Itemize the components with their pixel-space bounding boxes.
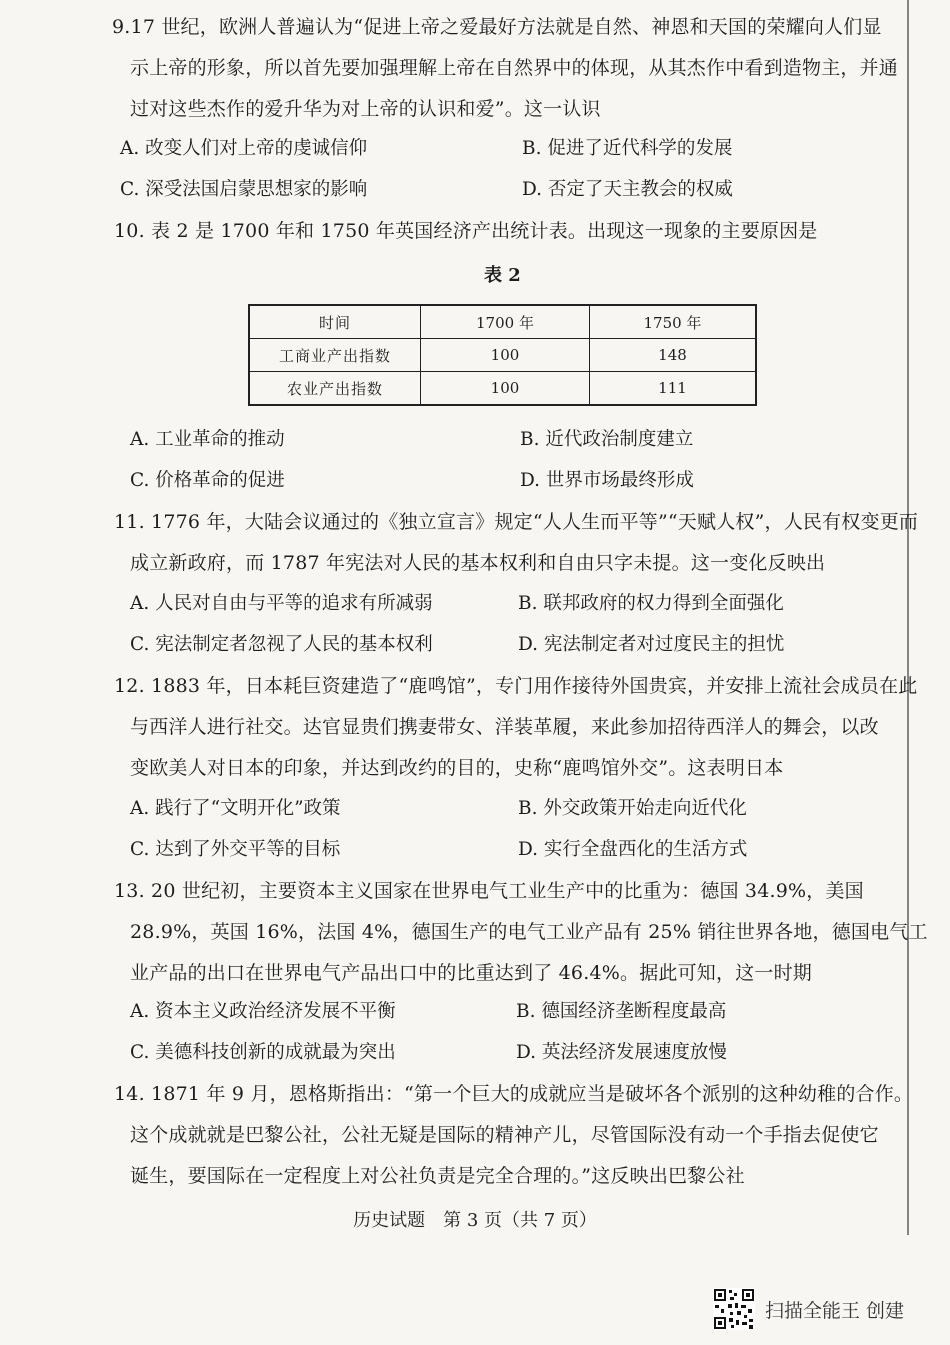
table-cell: 农业产出指数 [249,372,421,406]
scanner-watermark: 扫描全能王 创建 [765,1300,905,1322]
q10-option-a: A. 工业革命的推动 [130,429,285,450]
q10-option-c: C. 价格革命的促进 [130,470,285,491]
table-cell: 100 [421,339,590,372]
q13-line-2: 28.9%，英国 16%，法国 4%，德国生产的电气工业产品有 25% 销往世界各地，德国电气工 [130,921,928,943]
q11-option-a: A. 人民对自由与平等的追求有所减弱 [130,593,433,614]
q12-option-c: C. 达到了外交平等的目标 [130,839,341,860]
q9-option-c: C. 深受法国启蒙思想家的影响 [120,179,368,200]
table-2 [248,304,757,406]
q12-line-1: 12. 1883 年，日本耗巨资建造了“鹿鸣馆”，专门用作接待外国贵宾，并安排上流社会成员在此 [114,675,918,697]
q13-line-3: 业产品的出口在世界电气产品出口中的比重达到了 46.4%。据此可知，这一时期 [130,962,812,984]
table-row [249,372,756,406]
q11-line-2: 成立新政府，而 1787 年宪法对人民的基本权利和自由只字未提。这一变化反映出 [130,552,826,574]
q12-line-2: 与西洋人进行社交。达官显贵们携妻带女、洋装革履，来此参加招待西洋人的舞会，以改 [130,716,879,738]
q9-line-2: 示上帝的形象，所以首先要加强理解上帝在自然界中的体现，从其杰作中看到造物主，并通 [130,57,899,79]
q9-line-1: 9.17 世纪，欧洲人普遍认为“促进上帝之爱最好方法就是自然、神恩和天国的荣耀向人们显 [112,16,882,38]
q12-option-d: D. 实行全盘西化的生活方式 [518,839,748,860]
q10-line-1: 10. 表 2 是 1700 年和 1750 年英国经济产出统计表。出现这一现象的主要原因是 [114,220,818,242]
q11-option-c: C. 宪法制定者忽视了人民的基本权利 [130,634,433,655]
scan-edge-line [907,0,909,1235]
q13-line-1: 13. 20 世纪初，主要资本主义国家在世界电气工业生产中的比重为：德国 34.9%，美国 [114,880,864,902]
table-cell: 工商业产出指数 [249,339,421,372]
table-header-row [249,305,756,339]
table-header-cell: 1700 年 [421,305,590,339]
table-header-cell: 1750 年 [590,305,757,339]
q12-option-b: B. 外交政策开始走向近代化 [518,798,747,819]
q11-line-1: 11. 1776 年，大陆会议通过的《独立宣言》规定“人人生而平等”“天赋人权”，人民有权变更而 [114,511,919,533]
table-header-cell: 时间 [249,305,421,339]
q13-option-c: C. 美德科技创新的成就最为突出 [130,1042,396,1063]
q13-option-a: A. 资本主义政治经济发展不平衡 [130,1001,396,1022]
table-cell: 148 [590,339,757,372]
q9-option-b: B. 促进了近代科学的发展 [522,138,733,159]
q10-option-d: D. 世界市场最终形成 [520,470,694,491]
table-cell: 100 [421,372,590,406]
q11-option-d: D. 宪法制定者对过度民主的担忧 [518,634,785,655]
q13-option-b: B. 德国经济垄断程度最高 [516,1001,727,1022]
q14-line-2: 这个成就就是巴黎公社，公社无疑是国际的精神产儿，尽管国际没有动一个手指去促使它 [130,1124,879,1146]
q10-option-b: B. 近代政治制度建立 [520,429,694,450]
q14-line-1: 14. 1871 年 9 月，恩格斯指出：“第一个巨大的成就应当是破坏各个派别的这种幼稚的合作。 [114,1083,914,1105]
q12-line-3: 变欧美人对日本的印象，并达到改约的目的，史称“鹿鸣馆外交”。这表明日本 [130,757,784,779]
q12-option-a: A. 践行了“文明开化”政策 [130,798,341,819]
q14-line-3: 诞生，要国际在一定程度上对公社负责是完全合理的。”这反映出巴黎公社 [130,1165,745,1187]
q9-option-a: A. 改变人们对上帝的虔诚信仰 [120,138,368,159]
q9-line-3: 过对这些杰作的爱升华为对上帝的认识和爱”。这一认识 [130,98,601,120]
table-cell: 111 [590,372,757,406]
q11-option-b: B. 联邦政府的权力得到全面强化 [518,593,784,614]
qr-code-icon [713,1288,755,1330]
table-row [249,339,756,372]
q9-option-d: D. 否定了天主教会的权威 [522,179,733,200]
q13-option-d: D. 英法经济发展速度放慢 [516,1042,727,1063]
page-footer: 历史试题 第 3 页（共 7 页） [353,1210,597,1231]
table-caption: 表 2 [484,265,521,286]
